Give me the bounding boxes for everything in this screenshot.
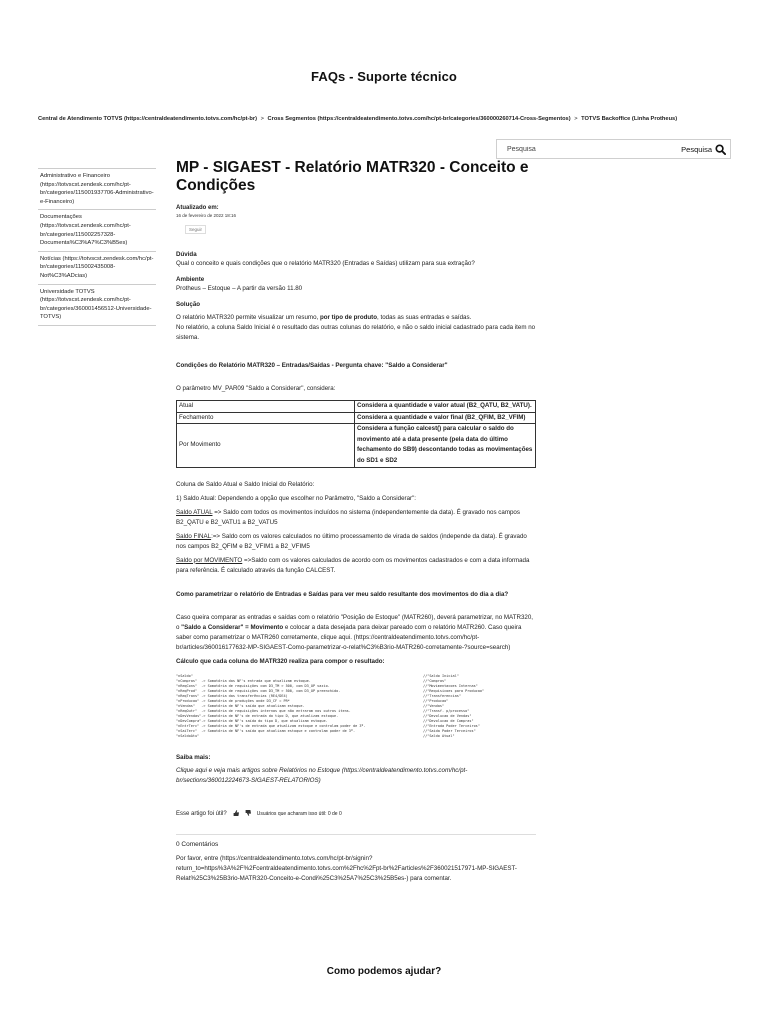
howto-paragraph [176,613,536,653]
saldo-final-text: :=> Saldo com os valores calculados no último processamento de virada de saldos (independe da data). É gravado nos campos B2_QFIM e B2_VFIM1 a B2_VFIM5 [176,532,527,550]
code-block [176,674,536,739]
code-line: "nEntrTerc" -> Somatória de NF's de entrada que atualizam estoque e controlam poder de 3º. [176,723,366,728]
code-line: "nVendas" -> Somatória de NF's saída que atualizam estoque. [176,703,305,708]
breadcrumb-item-central[interactable]: Central de Atendimento TOTVS (https://centraldeatendimento.totvs.com/hc/pt-br) [38,116,257,122]
code-line: "nReqProd" -> Somatória de requisições com D3_TM > 500, com D3_OP preenchido. [176,688,341,693]
saldo-movimento-label: Saldo por MOVIMENTO [176,556,243,564]
updated-label: Atualizado em: [176,205,219,211]
thumbs-down-icon[interactable] [245,810,251,818]
solucao-paragraph-2: No relatório, a coluna Saldo Inicial é o resultado das outras colunas do relatório, e não o saldo inicial cadastrado para cada item no sistema. [176,324,536,341]
search-button-label: Pesquisa [681,144,712,154]
code-right-column [423,674,536,739]
ambiente-heading: Ambiente [176,276,205,283]
column-intro: Coluna de Saldo Atual e Saldo Inicial do Relatório: [176,480,315,488]
sidebar-item-universidade[interactable]: Universidade TOTVS (https://totvscst.zendesk.com/hc/pt-br/categories/360001456512-Universidade-TOTVS) [38,284,156,326]
param-option-label: Fechamento [177,412,355,424]
code-line: "nSaldo" [176,673,193,678]
breadcrumb-separator: > [260,116,264,122]
code-line: "nProducao" -> Somatória de produções onde D3_CF = PR* [176,698,290,703]
category-sidebar [38,168,156,326]
sidebar-item-administrativo[interactable]: Administrativo e Financeiro (https://totvscst.zendesk.com/hc/pt-br/categories/115001937706-Administrativo-e-Financeiro) [38,168,156,209]
duvida-heading: Dúvida [176,251,197,258]
vote-bar [176,810,536,818]
duvida-text: Qual o conceito e quais condições que o relatório MATR320 (Entradas e Saídas) utilizam para sua extração? [176,260,475,267]
signin-link[interactable]: Por favor, entre (https://centraldeatendimento.totvs.com/hc/pt-br/signin?return_to=https%3A%2F%2Fcentraldeatendimento.totvs.com%2Fhc%2Fpt-br%2Farticles%2F360021517971-MP-SIGAEST-Relat%25C3%25B3rio-MATR320-Conceito-e-Condi%25C3%25A7%25C3%25B5es-) para comentar. [176,854,517,882]
solucao-text: , todas as suas entradas e saídas. [377,314,472,321]
solucao-paragraph-1 [176,313,536,323]
code-line: "nCompras" -> Somatória das NF's entrada que atualizam estoque. [176,678,311,683]
breadcrumb-item-backoffice[interactable]: TOTVS Backoffice (Linha Protheus) [581,116,678,122]
sidebar-item-noticias[interactable]: Notícias (https://totvscst.zendesk.com/hc/pt-br/categories/115002435008-Not%C3%ADcias) [38,251,156,284]
code-line: //"Transf. p/processo" [423,708,470,713]
saldo-atual-label: Saldo ATUAL [176,508,213,516]
follow-button[interactable]: Seguir [185,225,206,234]
ambiente-text: Protheus – Estoque – A partir da versão 11.80 [176,285,303,292]
param-intro: O parâmetro MV_PAR09 "Saldo a Considerar", considera: [176,385,336,392]
table-row [177,401,536,413]
howto-link[interactable]: e colocar a data desejada para deixar pareado com o relatório MATR260. Caso queira saber como parametrizar o MATR260 corretamente, clique aqui. (https://centraldeatendimento.totvs.com/hc/pt-br/articles/360016177632-MP-SIGAEST-Como-parametrizar-o-relat%C3%B3rio-MATR260-corretamente-?source=search) [176,623,522,651]
saiba-mais-heading: Saiba mais: [176,753,211,761]
solucao-emphasis: por tipo de produto [319,314,378,321]
param-option-description: Considera a quantidade e valor final (B2_QFIM, B2_VFIM) [355,412,536,424]
breadcrumb [38,116,768,122]
site-title: FAQs - Suporte técnico [311,69,457,84]
param-option-label: Por Movimento [177,424,355,467]
saldo-movimento-definition [176,556,536,576]
vote-count: Usuários que acharam isso útil: 0 de 0 [256,810,342,817]
calc-heading: Cálculo que cada coluna do MATR320 realiza para compor o resultado: [176,657,385,665]
howto-emphasis: "Saldo a Considerar" = Movimento [181,623,284,631]
solucao-text: O relatório MATR320 permite visualizar um resumo, [176,314,320,321]
search-button[interactable] [681,144,726,155]
search-icon [715,144,726,155]
param-table [176,400,536,468]
breadcrumb-item-cross-segmentos[interactable]: Cross Segmentos (https://centraldeatendimento.totvs.com/hc/pt-br/categories/360000260714-Cross-Segmentos) [267,116,571,122]
conditions-heading: Condições do Relatório MATR320 – Entradas/Saídas - Pergunta chave: "Saldo a Considerar" [176,362,448,369]
comments-count: 0 Comentários [176,840,219,848]
code-line: "nReqTrans" -> Somatória das transferências (RE4/DE4) [176,693,288,698]
param-option-label: Atual [177,401,355,413]
article-title: MP - SIGAEST - Relatório MATR320 - Conceito e Condições [176,159,529,194]
code-line: //"Saida Poder Terceiros" [423,728,476,733]
code-left-column [176,674,423,739]
search-box [496,139,731,159]
code-line: //"Saldo Inicial" [423,673,459,678]
howto-heading: Como parametrizar o relatório de Entradas e Saídas para ver meu saldo resultante dos movimentos do dia a dia? [176,590,509,598]
code-line: //"Movimentacoes Internas" [423,683,478,688]
saldo-atual-definition [176,508,536,528]
item-saldo-atual: 1) Saldo Atual: Dependendo a opção que escolher no Parâmetro, "Saldo a Considerar": [176,494,417,502]
saldo-atual-text: => Saldo com todos os movimentos incluídos no sistema (independentemente da data). É gravado nos campos B2_QATU e B2_VATU1 a B2_VATU5 [176,508,520,526]
solucao-heading: Solução [176,301,201,308]
article [176,159,536,884]
param-option-description: Considera a quantidade e valor atual (B2_QATU, B2_VATU). [355,401,536,413]
code-line: //"Producao" [423,698,449,703]
param-option-description: Considera a função calcest() para calcular o saldo do movimento até a data presente (pela data do último fechamento do SB9) descontando todas as movimentações do SD1 e SD2 [355,424,536,467]
code-line: "nReqOutr" -> Somatória de requisições internas que não entraram nos outros itens. [176,708,351,713]
sidebar-item-documentacoes[interactable]: Documentações (https://totvscst.zendesk.com/hc/pt-br/categories/115002257328-Documenta%C3%A7%C3%B5es) [38,209,156,250]
thumbs-up-icon[interactable] [233,810,239,818]
code-line: "nDevVendas"-> Somatória de NF's de entrada do tipo D, que atualizam estoque. [176,713,339,718]
code-line: "nReqCons" -> Somatória de requisições com D3_TM > 500, com D3_OP vazio. [176,683,330,688]
help-title: Como podemos ajudar? [326,966,442,977]
code-line: //"Vendas" [423,703,445,708]
saiba-mais-link[interactable]: Clique aqui e veja mais artigos sobre Relatórios no Estoque (https://centraldeatendimento.totvs.com/hc/pt-br/sections/360012224673-SIGAEST-RELATORIOS) [176,766,468,784]
code-line: //"Devolucao de Compras" [423,718,474,723]
saldo-final-definition [176,532,536,552]
code-line: //"Entrada Poder Terceiros" [423,723,480,728]
breadcrumb-separator: > [574,116,578,122]
code-line: //"Saldo Atual" [423,733,455,738]
updated-date: 16 de fevereiro de 2022 18:16 [176,213,237,218]
code-line: //"Devolucao de Vendas" [423,713,472,718]
saldo-final-label: Saldo FINAL [176,532,212,540]
divider [176,834,536,835]
code-line: "nSaiTerc" -> Somatória de NF's saída que atualizam estoque e controlam poder de 3º. [176,728,356,733]
code-line: "nSaldoAtu" [176,733,200,738]
code-line: "nDevCompra"-> Somatória de NF's saída do tipo D, que atualizam estoque. [176,718,328,723]
howto-text: Caso queira comparar as entradas e saídas com o relatório "Posição de Estoque" (MATR260), deverá parametrizar, no MATR320, o [176,613,534,631]
saldo-movimento-text: =>Saldo com os valores calculados de acordo com os movimentos cadastrados e com a data informada para referência. É calculado através da função CALCEST. [176,556,530,574]
table-row [177,424,536,467]
table-row [177,412,536,424]
search-input[interactable] [507,146,681,153]
code-line: //"Requisicoes para Producao" [423,688,485,693]
vote-question: Esse artigo foi útil? [176,810,227,817]
code-line: //"Compras" [423,678,447,683]
code-line: //"Transferencias" [423,693,461,698]
